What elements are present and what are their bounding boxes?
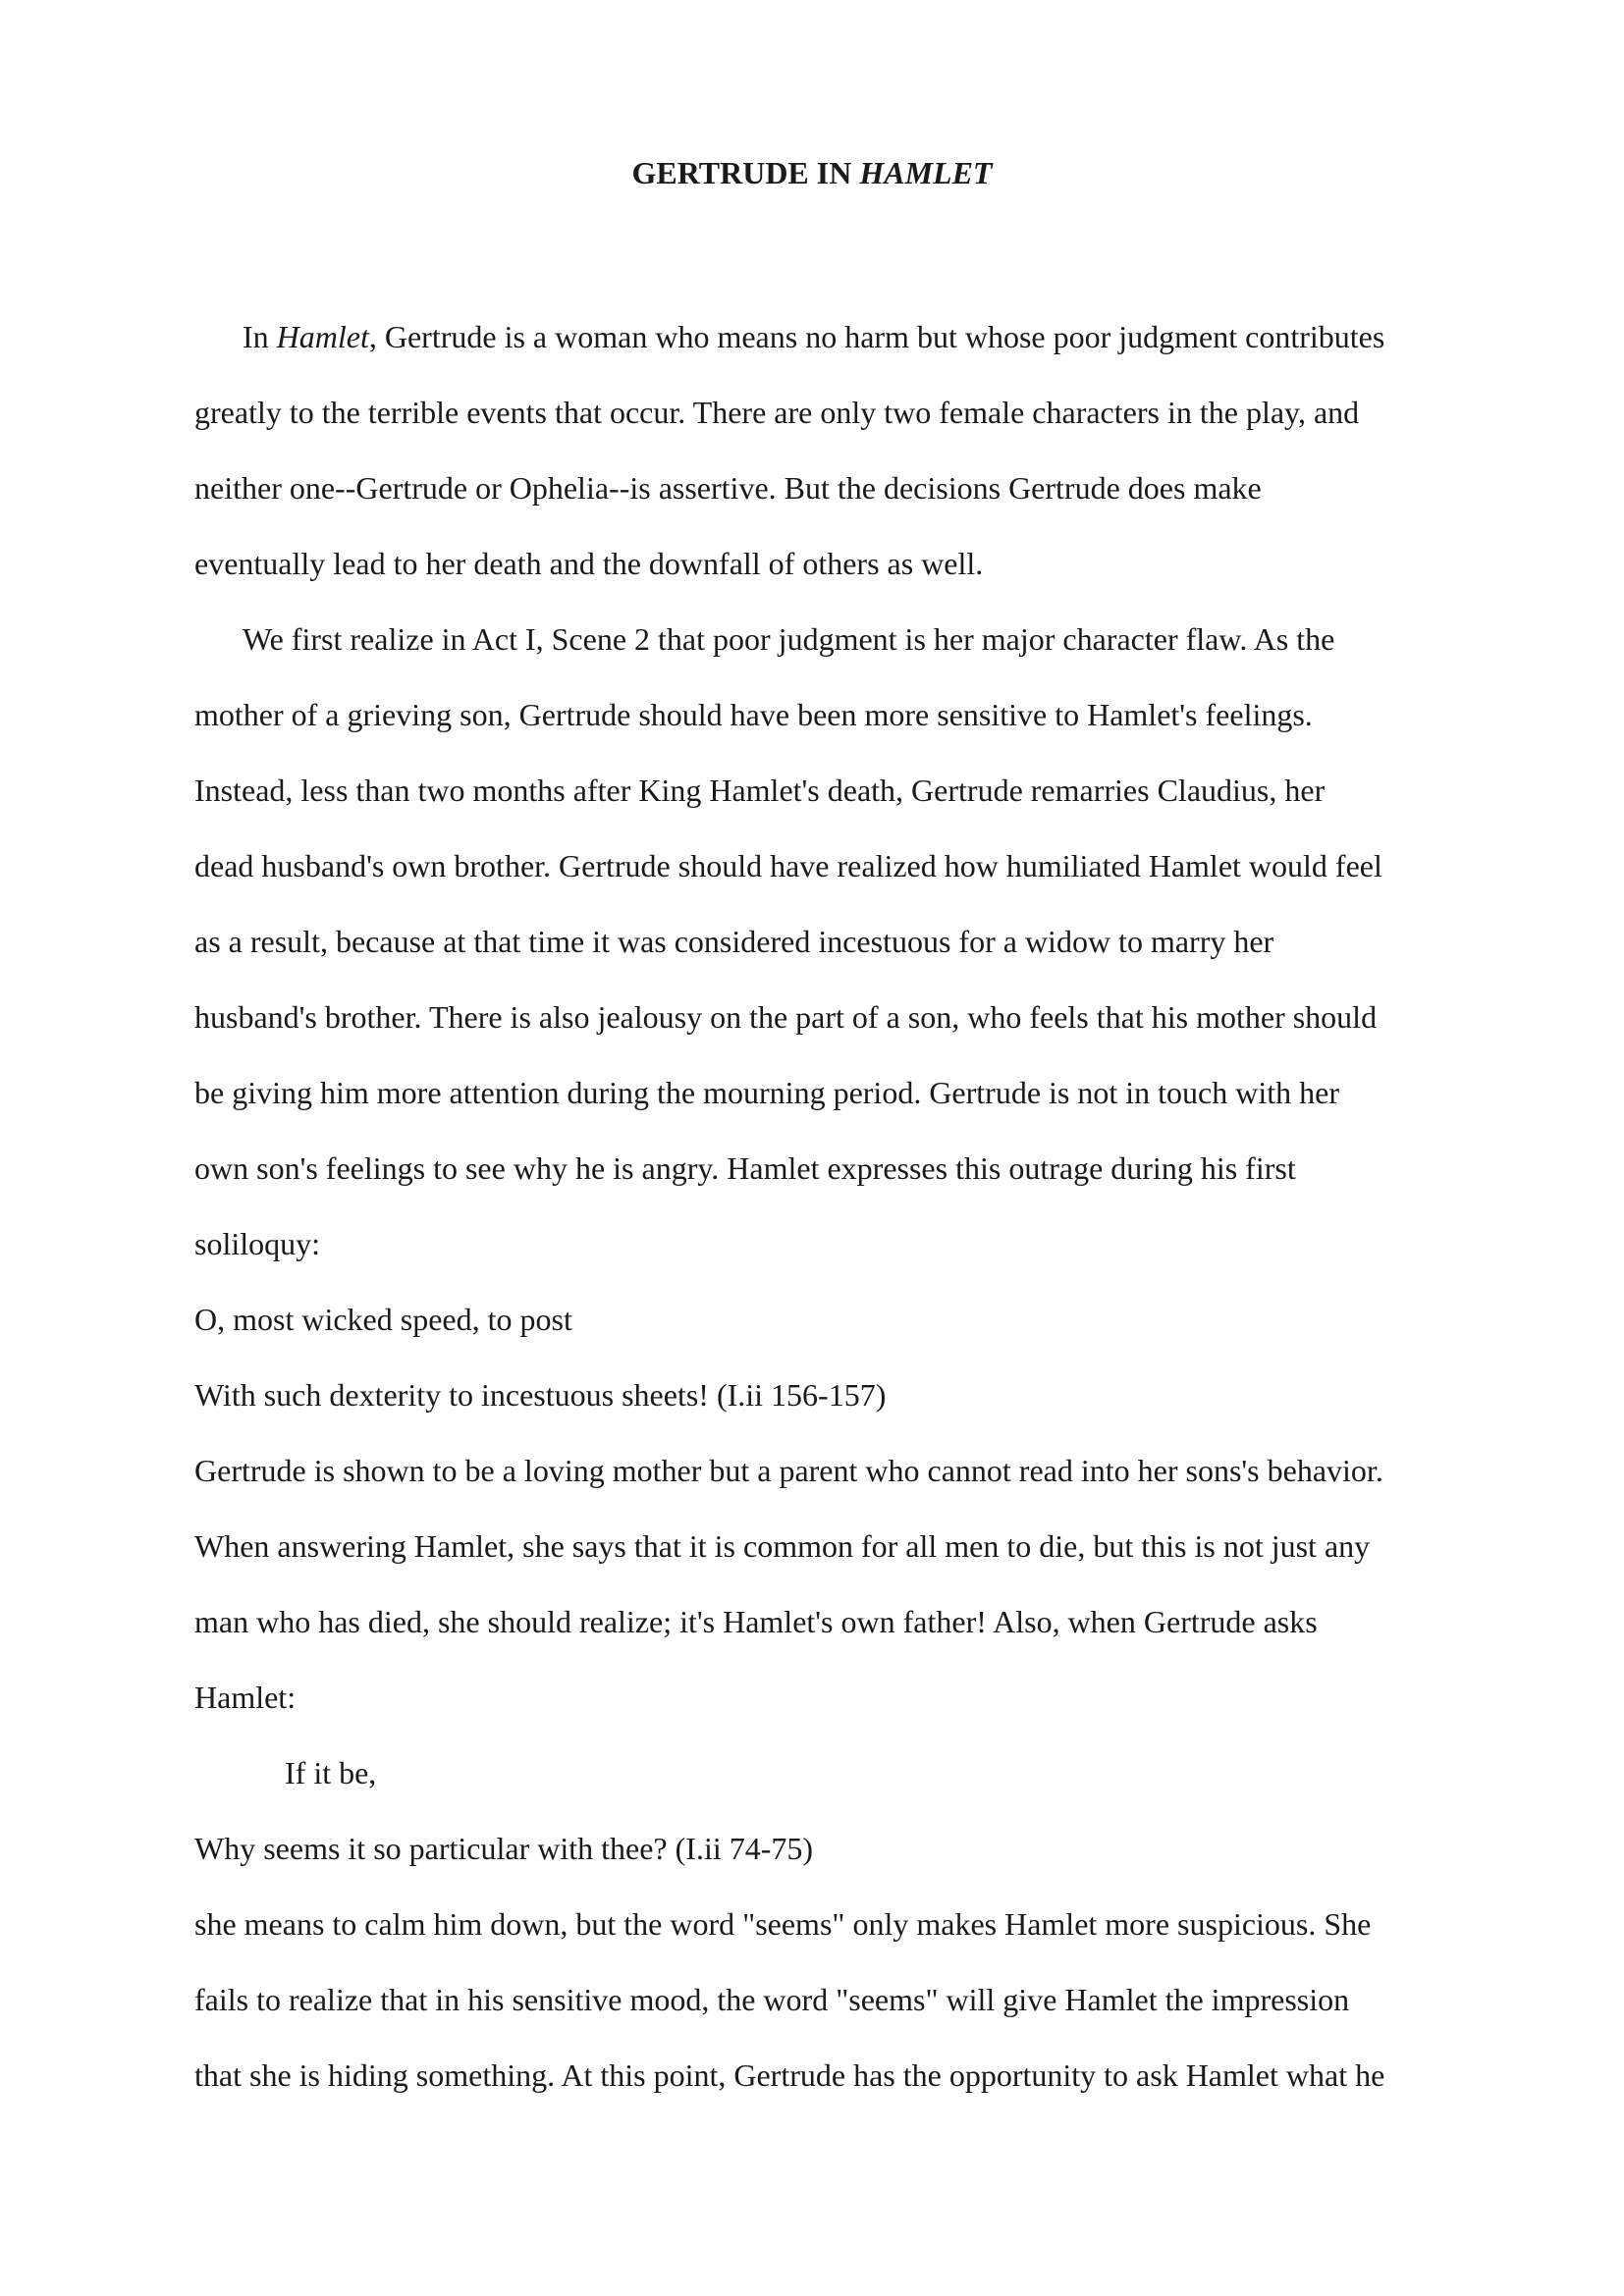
italic-play-name: Hamlet [276,319,369,354]
paragraph-line: as a result, because at that time it was considered incestuous for a widow to marry her [194,924,1274,959]
title-italic-play-name: HAMLET [859,155,993,190]
quote-line: With such dexterity to incestuous sheets! (I.ii 156-157) [194,1377,887,1413]
paragraph-line: Gertrude is shown to be a loving mother but a parent who cannot read into her sons's behavior. [194,1453,1383,1488]
paragraph-line: that she is hiding something. At this point, Gertrude has the opportunity to ask Hamlet what he [194,2057,1385,2093]
paragraph-line: When answering Hamlet, she says that it is common for all men to die, but this is not just any [194,1528,1371,1564]
paragraph-line: be giving him more attention during the mourning period. Gertrude is not in touch with her [194,1075,1339,1110]
quote-line: O, most wicked speed, to post [194,1302,572,1337]
paragraph-line: neither one--Gertrude or Ophelia--is assertive. But the decisions Gertrude does make [194,470,1262,506]
paragraph-line: greatly to the terrible events that occur. There are only two female characters in the play, and [194,395,1360,430]
line-text: In [243,319,277,354]
paragraph-line: dead husband's own brother. Gertrude should have realized how humiliated Hamlet would feel [194,848,1382,883]
paragraph-line: fails to realize that in his sensitive mood, the word "seems" will give Hamlet the impression [194,1982,1350,2017]
quote-line: If it be, [285,1755,377,1790]
paragraph-line: man who has died, she should realize; it's Hamlet's own father! Also, when Gertrude asks [194,1604,1318,1639]
quote-line: Why seems it so particular with thee? (I.ii 74-75) [194,1831,814,1866]
paragraph-line: We first realize in Act I, Scene 2 that poor judgment is her major character flaw. As the [243,621,1335,657]
paragraph-line: she means to calm him down, but the word "seems" only makes Hamlet more suspicious. She [194,1906,1372,1942]
line-text: , Gertrude is a woman who means no harm but whose poor judgment contributes [368,319,1385,354]
paragraph-line: Hamlet: [194,1680,297,1715]
paragraph-line: soliloquy: [194,1226,321,1261]
paragraph-line: mother of a grieving son, Gertrude should have been more sensitive to Hamlet's feelings. [194,697,1313,732]
document-title [0,153,1624,192]
paragraph-line [194,299,1446,375]
paragraph-line: own son's feelings to see why he is angry. Hamlet expresses this outrage during his first [194,1150,1296,1186]
paragraph-line: Instead, less than two months after King Hamlet's death, Gertrude remarries Claudius, her [194,773,1326,808]
paragraph-line: husband's brother. There is also jealousy on the part of a son, who feels that his mother should [194,999,1378,1035]
paragraph-line: eventually lead to her death and the downfall of others as well. [194,546,984,581]
document-body [194,299,1446,2113]
title-main: GERTRUDE IN [631,155,860,190]
